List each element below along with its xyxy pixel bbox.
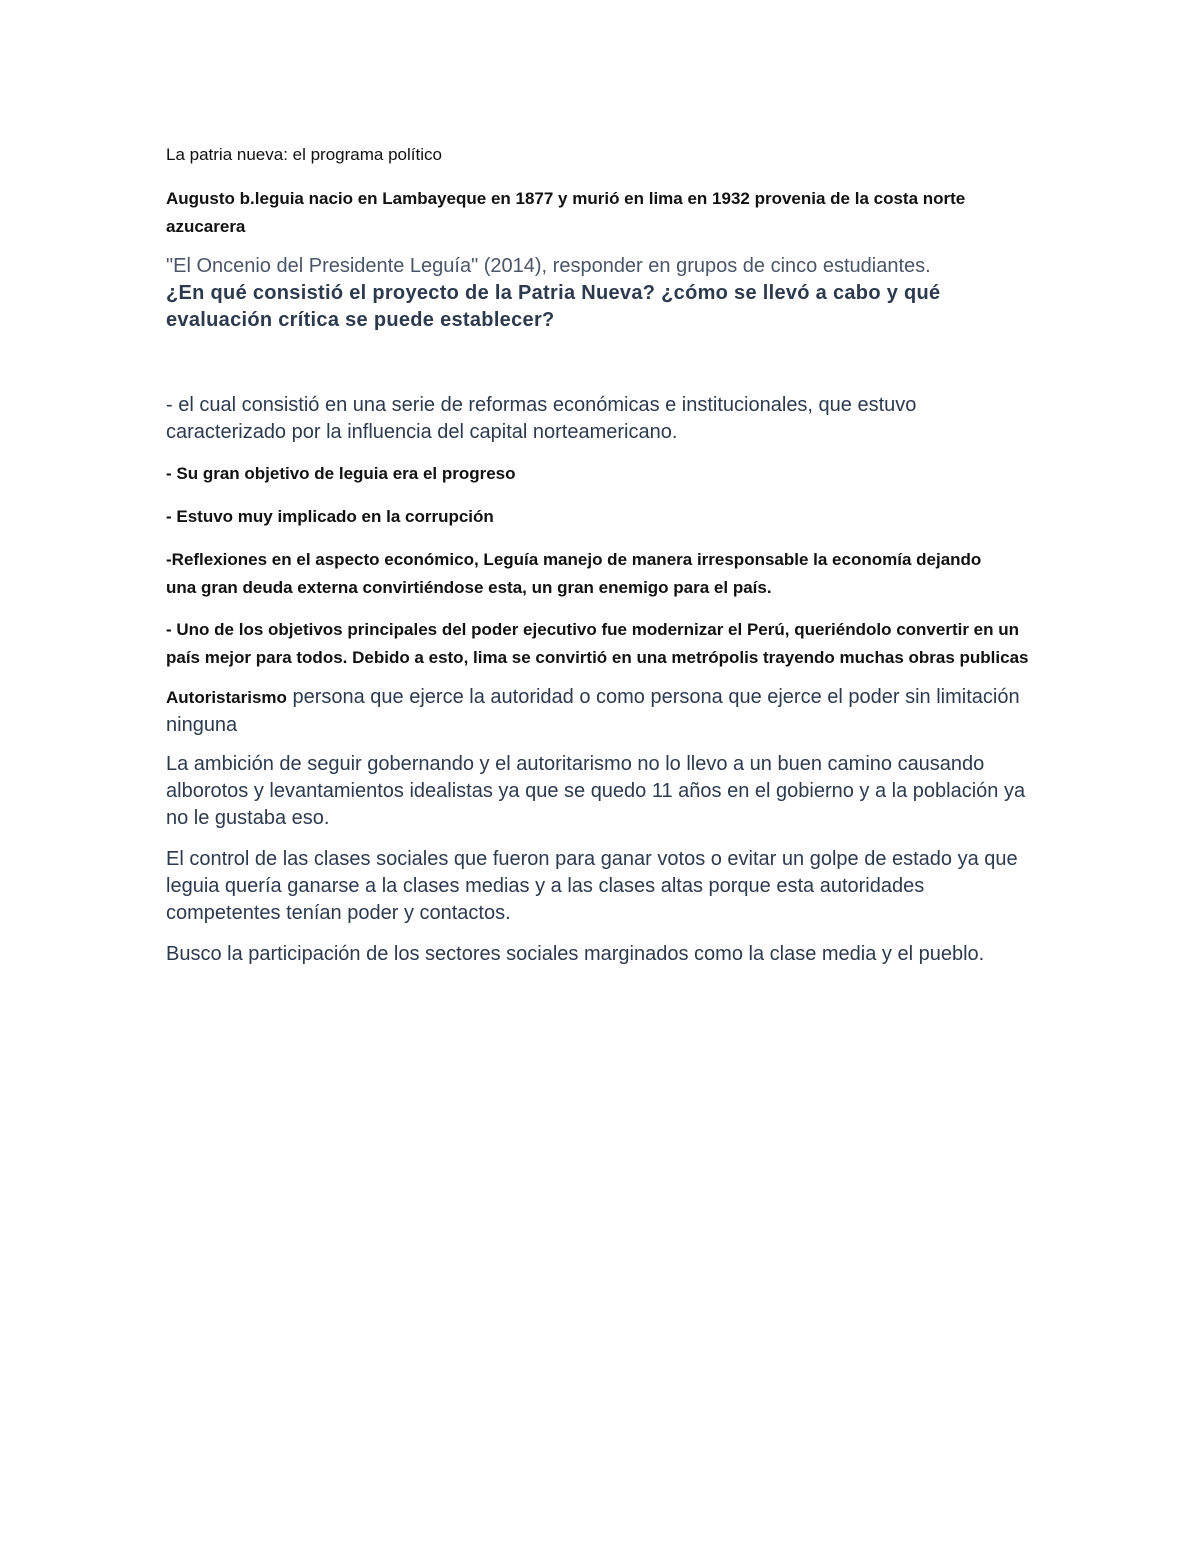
answer-paragraph: - el cual consistió en una serie de reformas económicas e institucionales, que estuvo caracterizado por la influencia del capital norteamericano.	[166, 394, 917, 443]
term-definition-text: persona que ejerce la autoridad o como persona que ejerce el poder sin limitación ninguna	[166, 686, 1020, 736]
social-classes-paragraph: El control de las clases sociales que fueron para ganar votos o evitar un golpe de estado ya que leguia quería ganarse a la clases medias y a las clases altas porque esta autoridades competentes tenían poder y contactos.	[166, 848, 1018, 924]
document-body	[166, 141, 1046, 968]
authoritarianism-definition	[166, 684, 1026, 739]
answer-point-progress: - Su gran objetivo de leguia era el progreso	[166, 464, 516, 483]
document-title: La patria nueva: el programa político	[166, 145, 442, 164]
defined-term: Autoristarismo	[166, 688, 287, 707]
biography-paragraph: Augusto b.leguia nacio en Lambayeque en 1877 y murió en lima en 1932 provenia de la costa norte azucarera	[166, 189, 966, 236]
answer-point-modernization: - Uno de los objetivos principales del poder ejecutivo fue modernizar el Perú, queriéndolo convertir en un país mejor para todos. Debido a esto, lima se convirtió en una metrópolis trayendo muchas obras publicas	[166, 620, 1029, 667]
answer-point-economy: -Reflexiones en el aspecto económico, Leguía manejo de manera irresponsable la economía dejando una gran deuda externa convirtiéndose esta, un gran enemigo para el país.	[166, 550, 982, 597]
assignment-prompt: "El Oncenio del Presidente Leguía" (2014), responder en grupos de cinco estudiantes.	[166, 255, 931, 277]
ambition-paragraph: La ambición de seguir gobernando y el autoritarismo no lo llevo a un buen camino causando alborotos y levantamientos idealistas ya que se quedo 11 años en el gobierno y a la población ya no le gustaba eso.	[166, 753, 1026, 829]
assignment-question: ¿En qué consistió el proyecto de la Patria Nueva? ¿cómo se llevó a cabo y qué evaluación crítica se puede establecer?	[166, 282, 941, 331]
answer-point-corruption: - Estuvo muy implicado en la corrupción	[166, 507, 494, 526]
participation-paragraph: Busco la participación de los sectores sociales marginados como la clase media y el pueblo.	[166, 943, 985, 965]
